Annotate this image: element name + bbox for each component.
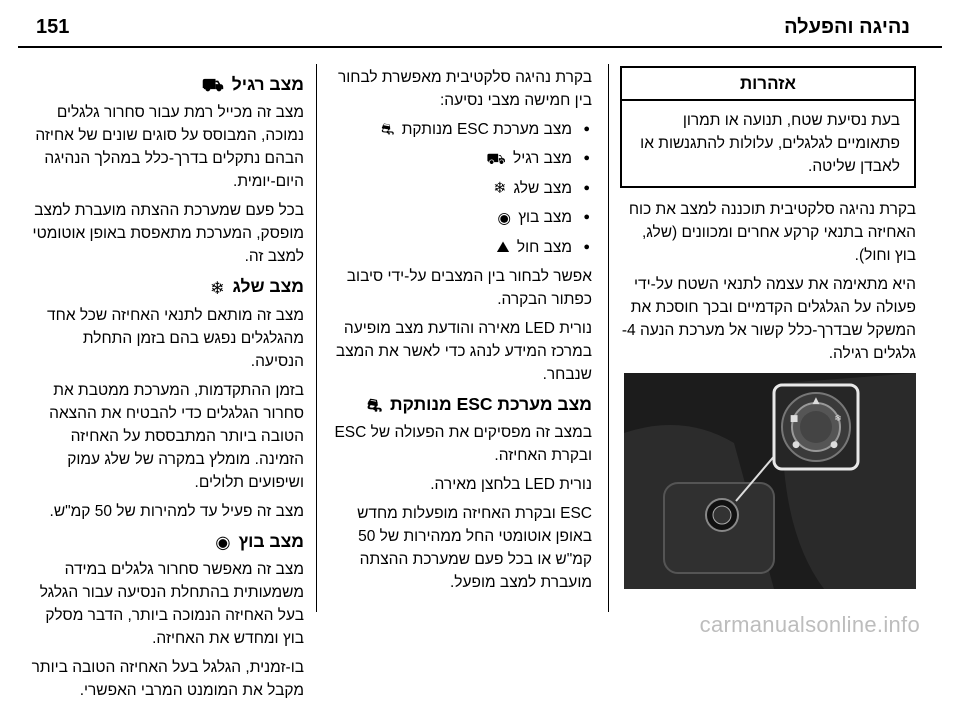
- warning-title: אזהרות: [622, 68, 914, 101]
- svg-text:▲: ▲: [812, 396, 820, 406]
- sand-mode-icon: ⛰: [496, 239, 510, 257]
- page-title: נהיגה והפעלה: [784, 16, 910, 38]
- normal-mode-icon: ⛟: [201, 75, 224, 96]
- paragraph: מצב זה מותאם לתנאי האחיזה שכל אחד מהגלגלים נפגש בהם בזמן התחלת הנסיעה.: [47, 306, 304, 370]
- section-heading: [30, 72, 304, 97]
- middle-column: [328, 66, 592, 600]
- paragraph: בכל פעם שמערכת ההצתה מועברת למצב מופסק, המערכת מתאפסת באופן אוטומטי למצב זה.: [32, 202, 304, 266]
- page-header: [18, 14, 942, 48]
- section-heading: [328, 392, 592, 417]
- mode-label: מצב שלג: [513, 179, 572, 197]
- paragraph: בו-זמנית, הגלגל בעל האחיזה הטובה ביותר מקבל את המומנט המרבי האפשרי.: [31, 659, 304, 700]
- heading-text: מצב בוץ: [238, 530, 304, 551]
- list-item: [328, 177, 592, 200]
- svg-text:●: ●: [830, 440, 838, 450]
- mode-label: מצב חול: [516, 238, 572, 256]
- paragraph: נורית LED בלחצן מאירה.: [430, 476, 592, 494]
- snow-mode-icon: ❄: [209, 277, 225, 298]
- svg-text:●: ●: [792, 440, 800, 450]
- paragraph: במצב זה מפסיקים את הפעולה של ESC ובקרת האחיזה.: [334, 424, 592, 465]
- list-item: [328, 206, 592, 229]
- svg-text:■: ■: [789, 414, 799, 424]
- drive-mode-list: [328, 118, 592, 259]
- paragraph: בקרת נהיגה סלקטיבית תוכננה למצב את כוח האחיזה בתנאי קרקע אחרים ומכוונים (שלג, בוץ וחול).: [628, 201, 916, 264]
- mud-mode-icon: ◉: [497, 209, 511, 227]
- paragraph: נורית LED מאירה והודעת מצב מופיעה במרכז המידע לנהג כדי לאשר את המצב שנבחר.: [335, 320, 592, 384]
- mode-label: מצב בוץ: [518, 209, 572, 227]
- paragraph: אפשר לבחור בין המצבים על-ידי סיבוב כפתור הבקרה.: [346, 268, 592, 309]
- mud-mode-icon: ◉: [215, 532, 231, 553]
- paragraph: בקרת נהיגה סלקטיבית מאפשרת לבחור בין חמישה מצבי נסיעה:: [337, 69, 592, 109]
- list-item: [328, 236, 592, 259]
- mode-label: מצב רגיל: [513, 150, 572, 168]
- snow-mode-icon: ❄: [493, 180, 507, 198]
- heading-text: מצב רגיל: [231, 74, 304, 94]
- section-heading: [30, 274, 304, 299]
- right-column: [620, 66, 916, 589]
- esc-off-icon: ⛐: [380, 121, 395, 139]
- heading-text: מצב שלג: [232, 276, 304, 297]
- paragraph: בזמן ההתקדמות, המערכת ממטבת את סחרור הגלגלים כדי להבטיח את ההצאה הטובה ביותר המתבססת על האחיזה הזמינה. מומלץ במקרה של שלג עמוק ושיפועים תלולים.: [49, 381, 304, 491]
- paragraph: היא מתאימה את עצמה לתנאי השטח על-ידי פעולה על הגלגלים הקדמיים ובכך חוסכת את המשקל שבדרך-כלל קשור אל מערכת הנעה 4-גלגלים רגילה.: [621, 276, 916, 362]
- paragraph: מצב זה פעיל עד למהירות של 50 קמ"ש.: [49, 502, 304, 520]
- page-number: 151: [36, 16, 70, 38]
- left-column: [30, 66, 304, 708]
- mode-label: מצב מערכת ESC מנותקת: [401, 121, 572, 138]
- paragraph: מצב זה מכייל רמת עבור סחרור גלגלים נמוכה, המבוסס על סוגים שונים של אחיזה הבהם נתקלים בדרך-כלל במהלך הנהיגה היום-יומית.: [35, 104, 304, 191]
- column-divider-left: [316, 64, 317, 612]
- list-item: [328, 118, 592, 141]
- section-heading: [30, 529, 304, 554]
- paragraph: ESC ובקרת האחיזה מופעלות מחדש באופן אוטומטי החל ממהירות של 50 קמ"ש או בכל פעם שמערכת ההצתה מועברת למצב מופעל.: [357, 505, 592, 592]
- warning-body: בעת נסיעת שטח, תנועה או תמרון פתאומיים לגלגלים, עלולות להתגנשות או לאבדן שליטה.: [640, 112, 900, 175]
- list-item: [328, 147, 592, 170]
- column-divider-right: [608, 64, 609, 612]
- drive-mode-selector-photo: [624, 373, 916, 589]
- esc-off-icon: ⛐: [366, 395, 383, 416]
- selector-illustration: [624, 373, 916, 589]
- watermark: carmanualsonline.info: [699, 612, 920, 637]
- normal-mode-icon: ⛟: [486, 150, 506, 168]
- svg-text:❄: ❄: [834, 414, 842, 424]
- warning-box: [620, 66, 916, 188]
- heading-text: מצב מערכת ESC מנותקת: [389, 394, 592, 415]
- paragraph: מצב זה מאפשר סחרור גלגלים במידה משמעותית בהתחלת הנסיעה עבור הגלגל בעל האחיזה הנמוכה ביותר, הדבר מסלק בוץ ומחדש את האחיזה.: [39, 561, 304, 648]
